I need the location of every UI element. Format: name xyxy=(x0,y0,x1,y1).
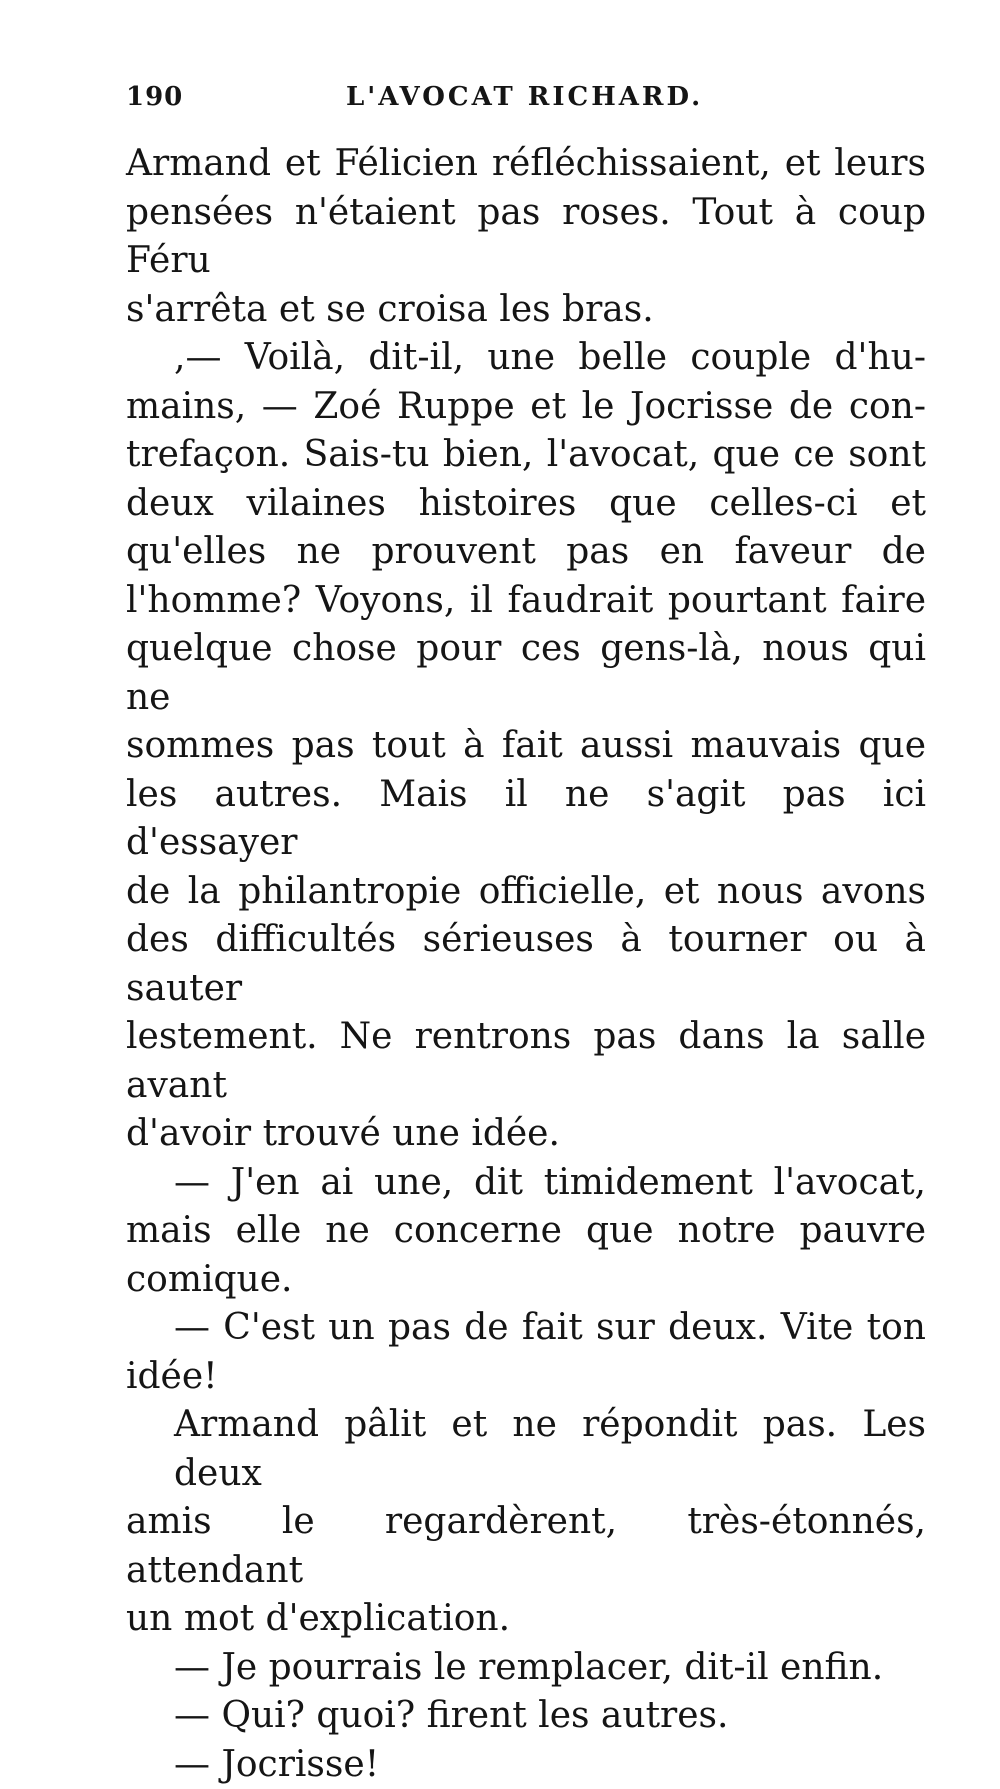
text-line: qu'elles ne prouvent pas en faveur de xyxy=(126,528,926,577)
text-line: un mot d'explication. xyxy=(126,1595,926,1644)
text-line: deux vilaines histoires que celles-ci et xyxy=(126,480,926,529)
text-line: quelque chose pour ces gens-là, nous qui ne xyxy=(126,625,926,722)
text-line: des difficultés sérieuses à tourner ou à sauter xyxy=(126,916,926,1013)
text-line: Armand et Félicien réfléchissaient, et leurs xyxy=(126,140,926,189)
text-line: — J'en ai une, dit timidement l'avocat, xyxy=(126,1159,926,1208)
text-line: — Qui? quoi? firent les autres. xyxy=(126,1692,926,1741)
text-line: s'arrêta et se croisa les bras. xyxy=(126,286,926,335)
text-line: Armand pâlit et ne répondit pas. Les deux xyxy=(126,1401,926,1498)
page-header xyxy=(126,82,926,122)
text-line: — Je pourrais le remplacer, dit-il enfin. xyxy=(126,1644,926,1693)
text-line: les autres. Mais il ne s'agit pas ici d'essayer xyxy=(126,771,926,868)
running-title: L'AVOCAT RICHARD. xyxy=(346,82,703,112)
text-line: amis le regardèrent, très-étonnés, attendant xyxy=(126,1498,926,1595)
text-line: sommes pas tout à fait aussi mauvais que xyxy=(126,722,926,771)
text-line: idée! xyxy=(126,1353,926,1402)
page-number: 190 xyxy=(126,82,183,112)
text-line: comique. xyxy=(126,1256,926,1305)
body-text xyxy=(126,140,926,1789)
text-line: mais elle ne concerne que notre pauvre xyxy=(126,1207,926,1256)
text-line: — Jocrisse! xyxy=(126,1741,926,1789)
text-line: mains, — Zoé Ruppe et le Jocrisse de con- xyxy=(126,383,926,432)
text-line: trefaçon. Sais-tu bien, l'avocat, que ce sont xyxy=(126,431,926,480)
text-line: d'avoir trouvé une idée. xyxy=(126,1110,926,1159)
text-line: ,— Voilà, dit-il, une belle couple d'hu- xyxy=(126,334,926,383)
text-line: lestement. Ne rentrons pas dans la salle avant xyxy=(126,1013,926,1110)
text-line: de la philantropie officielle, et nous avons xyxy=(126,868,926,917)
text-line: — C'est un pas de fait sur deux. Vite ton xyxy=(126,1304,926,1353)
text-line: pensées n'étaient pas roses. Tout à coup Féru xyxy=(126,189,926,286)
text-line: l'homme? Voyons, il faudrait pourtant faire xyxy=(126,577,926,626)
